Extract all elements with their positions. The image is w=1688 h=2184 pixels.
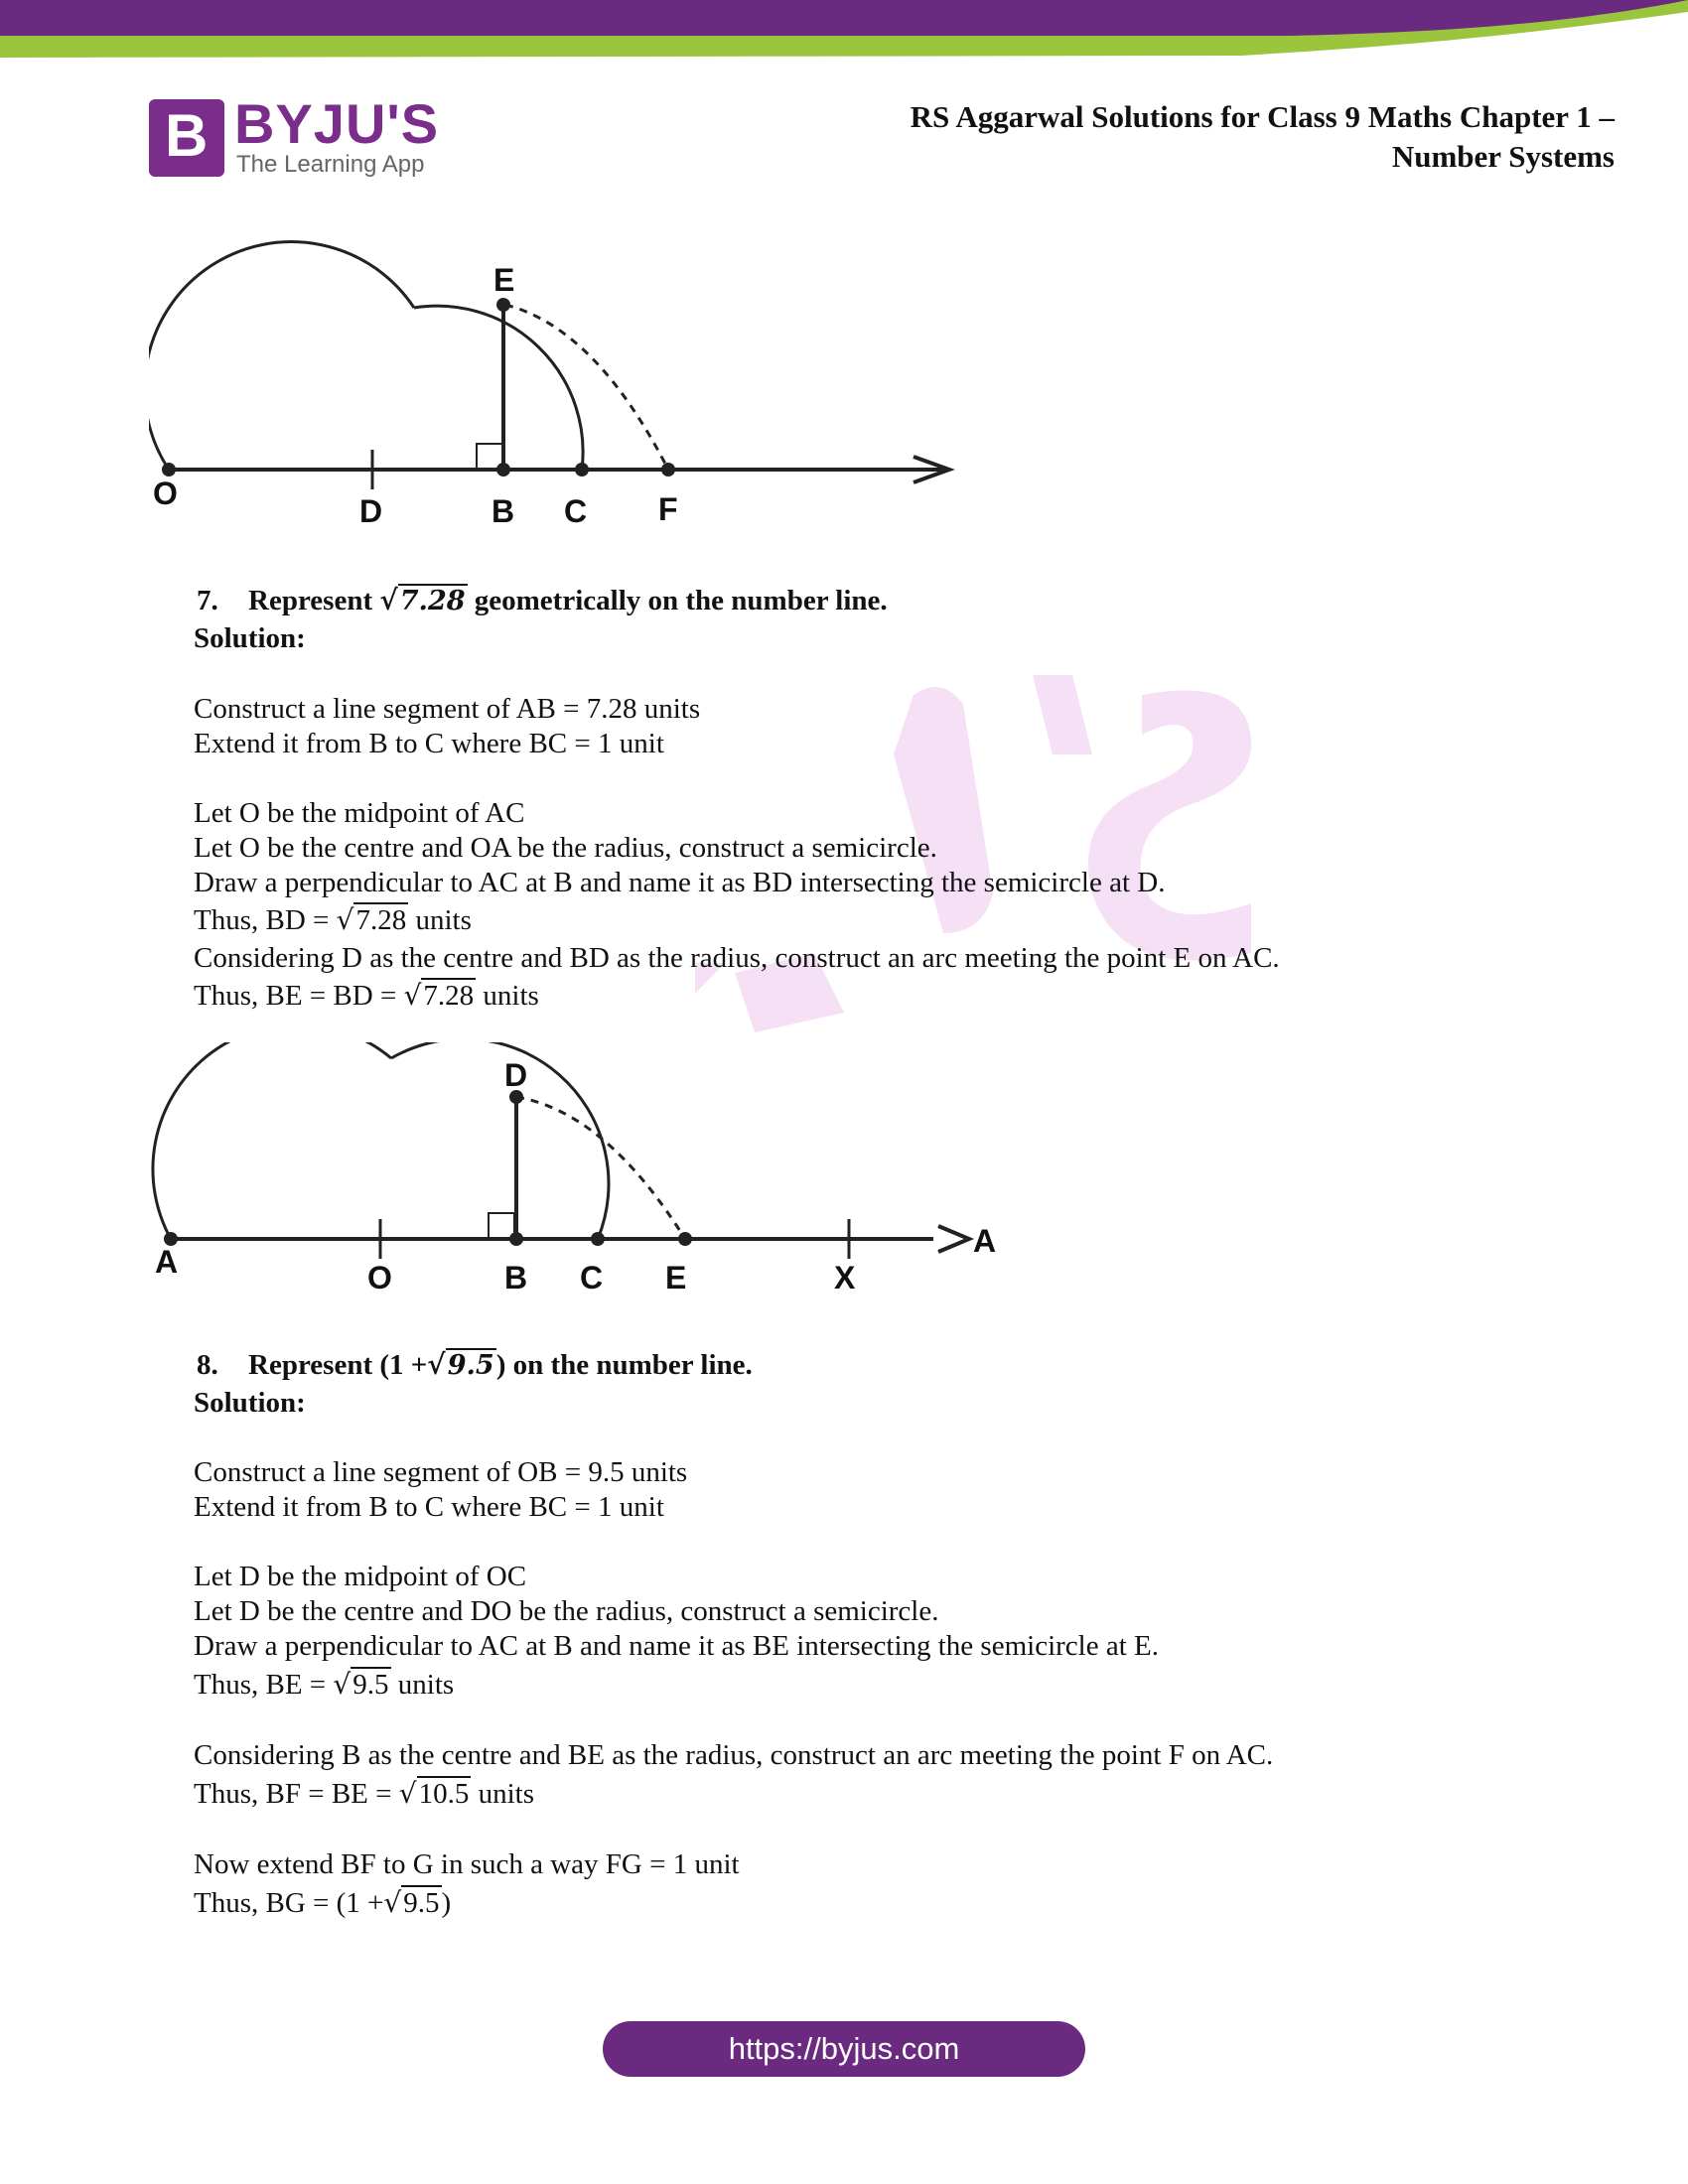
logo-tagline: The Learning App <box>236 151 425 178</box>
fig1-label-e: E <box>493 262 515 298</box>
q8-line-6: Thus, BE = √9.5 units <box>194 1668 455 1701</box>
q7-solution-label: Solution: <box>194 622 306 654</box>
byjus-logo <box>149 92 447 182</box>
page-title-line1: RS Aggarwal Solutions for Class 9 Maths Chapter 1 – <box>910 99 1615 134</box>
top-banner <box>0 0 1688 60</box>
fig1-label-c: C <box>564 493 588 529</box>
q8-line-3: Let D be the midpoint of OC <box>194 1561 527 1592</box>
q7-line-4: Let O be the centre and OA be the radius, construct a semicircle. <box>194 832 937 864</box>
q7-number: 7. <box>197 585 218 616</box>
fig2-label-e: E <box>665 1260 687 1296</box>
logo-brand: BYJU'S <box>234 92 440 155</box>
fig1-semicircle-right <box>414 306 583 470</box>
fig1-label-b: B <box>492 493 515 529</box>
fig2-right-angle-icon <box>489 1213 514 1239</box>
fig2-arc-dashed <box>516 1097 685 1239</box>
fig2-label-d: D <box>504 1057 528 1093</box>
fig1-label-d: D <box>359 493 383 529</box>
q8-line-9: Now extend BF to G in such a way FG = 1 unit <box>194 1848 740 1880</box>
q8-line-10: Thus, BG = (1 +√9.5) <box>194 1886 452 1919</box>
footer-url[interactable]: https://byjus.com <box>728 2031 960 2066</box>
question-8 <box>197 1348 753 1382</box>
q8-line-1: Construct a line segment of OB = 9.5 units <box>194 1456 688 1488</box>
fig2-label-a: A <box>155 1244 179 1280</box>
q8-radicand: 9.5 <box>447 1350 494 1381</box>
fig1-label-o: O <box>153 476 178 511</box>
footer-url-button[interactable] <box>603 2021 1085 2077</box>
q7-line-5: Draw a perpendicular to AC at B and name it as BD intersecting the semicircle at D. <box>194 867 1166 898</box>
q8-line-2: Extend it from B to C where BC = 1 unit <box>194 1491 664 1523</box>
fig2-label-a-arrow: A <box>973 1223 997 1259</box>
fig1-point-e <box>496 298 510 312</box>
figure-1-diagram <box>149 238 963 536</box>
fig2-arrow-icon <box>938 1226 969 1252</box>
fig1-arc-dashed <box>505 305 668 470</box>
page-title <box>911 97 1615 177</box>
fig2-point-e <box>678 1232 692 1246</box>
page-title-line2: Number Systems <box>1391 139 1615 174</box>
fig2-point-b <box>509 1232 523 1246</box>
question-7 <box>197 584 888 617</box>
fig1-point-f <box>661 463 675 477</box>
q8-line-7: Considering B as the centre and BE as the radius, construct an arc meeting the point F on AC. <box>194 1739 1274 1771</box>
q8-solution-label: Solution: <box>194 1387 306 1419</box>
q8-suffix: ) on the number line. <box>495 1349 753 1381</box>
q7-suffix: geometrically on the number line. <box>467 585 888 616</box>
logo-badge: B <box>149 99 224 177</box>
q8-line-5: Draw a perpendicular to AC at B and name it as BE intersecting the semicircle at E. <box>194 1630 1159 1662</box>
fig1-point-o <box>162 463 176 477</box>
fig2-semicircle <box>153 1042 391 1239</box>
q7-line-7: Considering D as the centre and BD as the radius, construct an arc meeting the point E on AC. <box>194 942 1280 974</box>
q7-radicand: 7.28 <box>399 586 466 616</box>
q8-number: 8. <box>197 1349 218 1381</box>
fig2-semicircle-right <box>391 1042 609 1239</box>
q7-line-2: Extend it from B to C where BC = 1 unit <box>194 728 664 759</box>
q7-line-3: Let O be the midpoint of AC <box>194 797 525 829</box>
q8-line-4: Let D be the centre and DO be the radius, construct a semicircle. <box>194 1595 939 1627</box>
fig2-point-c <box>591 1232 605 1246</box>
fig1-point-b <box>496 463 510 477</box>
q7-line-1: Construct a line segment of AB = 7.28 units <box>194 693 701 725</box>
figure-2-diagram <box>149 1042 1023 1310</box>
q8-sqrt: √9.5 <box>427 1348 494 1381</box>
fig2-label-o: O <box>367 1260 392 1296</box>
q7-line-6: Thus, BD = √7.28 units <box>194 903 472 936</box>
q7-line-8: Thus, BE = BD = √7.28 units <box>194 979 539 1012</box>
fig1-point-c <box>575 463 589 477</box>
q8-line-8: Thus, BF = BE = √10.5 units <box>194 1777 534 1810</box>
fig2-label-b: B <box>504 1260 528 1296</box>
q8-prefix: Represent (1 + <box>248 1349 428 1381</box>
q7-prefix: Represent <box>248 585 380 616</box>
q7-sqrt: √7.28 <box>379 584 466 616</box>
fig2-label-x: X <box>834 1260 856 1296</box>
fig2-label-c: C <box>580 1260 604 1296</box>
fig1-label-f: F <box>658 491 678 527</box>
fig1-semicircle <box>149 242 414 470</box>
